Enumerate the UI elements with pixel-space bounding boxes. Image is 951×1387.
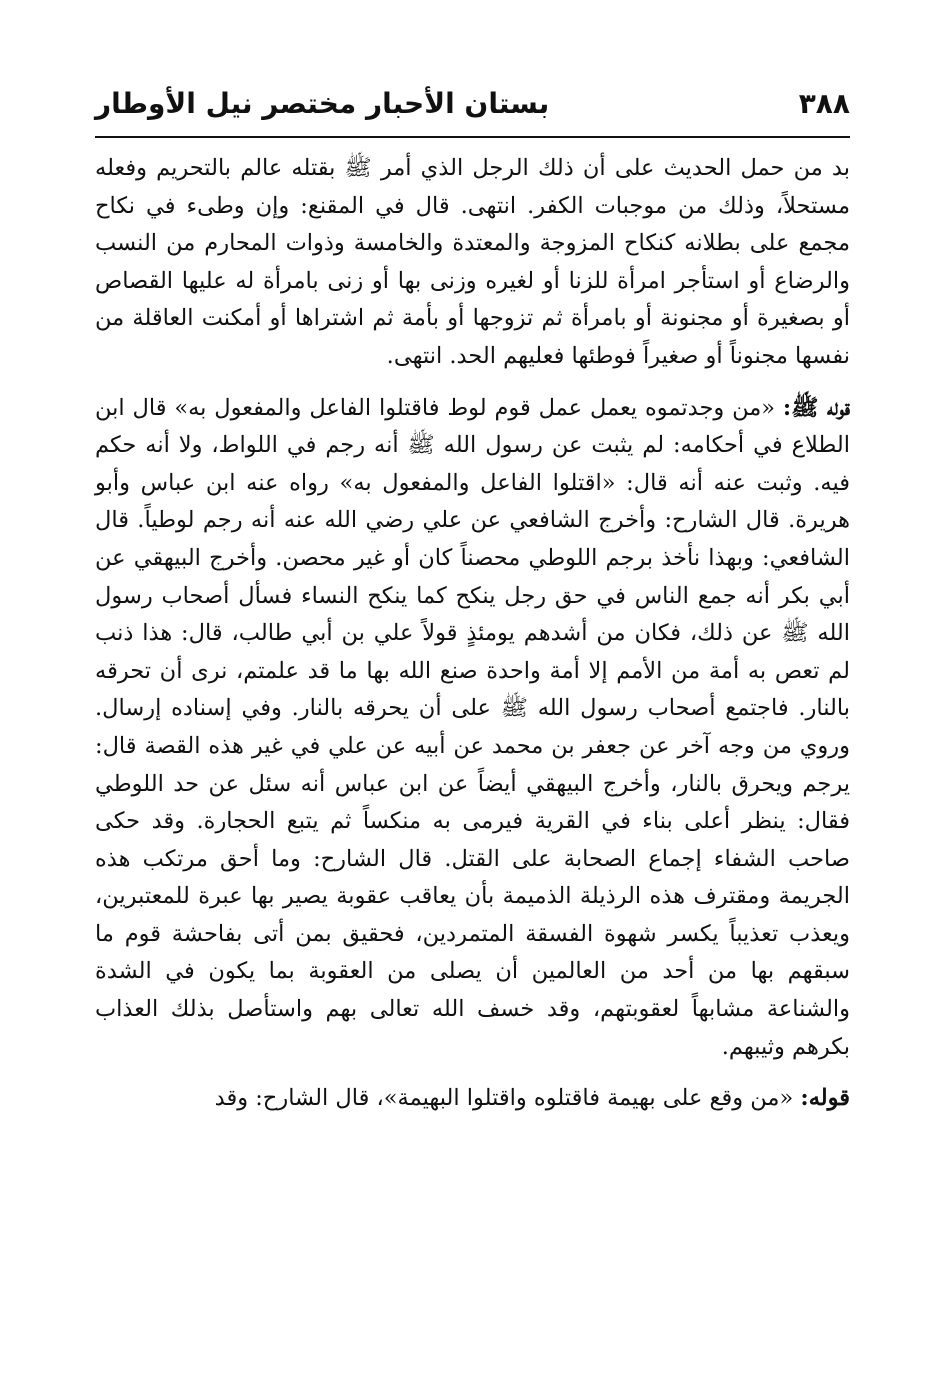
paragraph-3-lead: قوله:: [800, 1085, 850, 1112]
page-number: ٣٨٨: [798, 86, 850, 120]
book-title: بستان الأحبار مختصر نيل الأوطار: [95, 86, 550, 120]
header-divider: [95, 136, 850, 138]
paragraph-1-text: بد من حمل الحديث على أن ذلك الرجل الذي أمر ﷺ بقتله عالم بالتحريم وفعله مستحلاً، وذلك من موجبات الكفر. انتهى. قال في المقنع: وإن وطىء في نكاح مجمع على بطلانه كنكاح المزوجة والمعتدة والخامسة وذوات المحارم من النسب والرضاع أو استأجر امرأة للزنا أو لغيره وزنى بها أو زنى بامرأة له عليها القصاص أو بصغيرة أو مجنونة أو بامرأة ثم تزوجها أو بأمة ثم اشتراها أو أمكنت العاقلة من نفسها مجنوناً أو صغيراً فوطئها فعليهم الحد. انتهى.: [95, 155, 850, 369]
paragraph-2-text: «من وجدتموه يعمل عمل قوم لوط فاقتلوا الفاعل والمفعول به» قال ابن الطلاع في أحكامه: لم يثبت عن رسول الله ﷺ أنه رجم في اللواط، ولا أنه حكم فيه. وثبت عنه أنه قال: «اقتلوا الفاعل والمفعول به» رواه عنه ابن عباس وأبو هريرة. قال الشارح: وأخرج الشافعي عن علي رضي الله عنه أنه رجم لوطياً. قال الشافعي: وبهذا نأخذ برجم اللوطي محصناً كان أو غير محصن. وأخرج البيهقي عن أبي بكر أنه جمع الناس في حق رجل ينكح كما ينكح النساء فسأل أصحاب رسول الله ﷺ عن ذلك، فكان من أشدهم يومئذٍ قولاً علي بن أبي طالب، قال: هذا ذنب لم تعص به أمة من الأمم إلا أمة واحدة صنع الله بها ما قد علمتم، نرى أن تحرقه بالنار. فاجتمع أصحاب رسول الله ﷺ على أن يحرقه بالنار. وفي إسناده إرسال. وروي من وجه آخر عن جعفر بن محمد عن أبيه عن علي في غير هذه القصة قال: يرجم ويحرق بالنار، وأخرج البيهقي أيضاً عن ابن عباس أنه سئل عن حد اللوطي فقال: ينظر أعلى بناء في القرية فيرمى به منكساً ثم يتبع الحجارة. وقد حكى صاحب الشفاء إجماع الصحابة على القتل. قال الشارح: وما أحق مرتكب هذه الجريمة ومقترف هذه الرذيلة الذميمة بأن يعاقب عقوبة يصير بها عبرة للمعتبرين، ويعذب تعذيباً يكسر شهوة الفسقة المتمردين، فحقيق بمن أتى بفاحشة قوم ما سبقهم بها من أحد من العالمين أن يصلى من العقوبة بما يكون في الشدة والشناعة مشابهاً لعقوبتهم، وقد خسف الله تعالى بهم واستأصل بذلك العذاب بكرهم وثيبهم.: [95, 394, 850, 1060]
page-body: [95, 150, 850, 1118]
paragraph-2-lead: قوله ﷺ:: [782, 394, 850, 421]
page-header: [95, 80, 850, 126]
paragraph-3: [95, 1080, 850, 1118]
paragraph-2: [95, 390, 850, 1067]
paragraph-3-text: «من وقع على بهيمة فاقتلوه واقتلوا البهيمة»، قال الشارح: وقد: [214, 1085, 801, 1112]
paragraph-1: [95, 150, 850, 376]
